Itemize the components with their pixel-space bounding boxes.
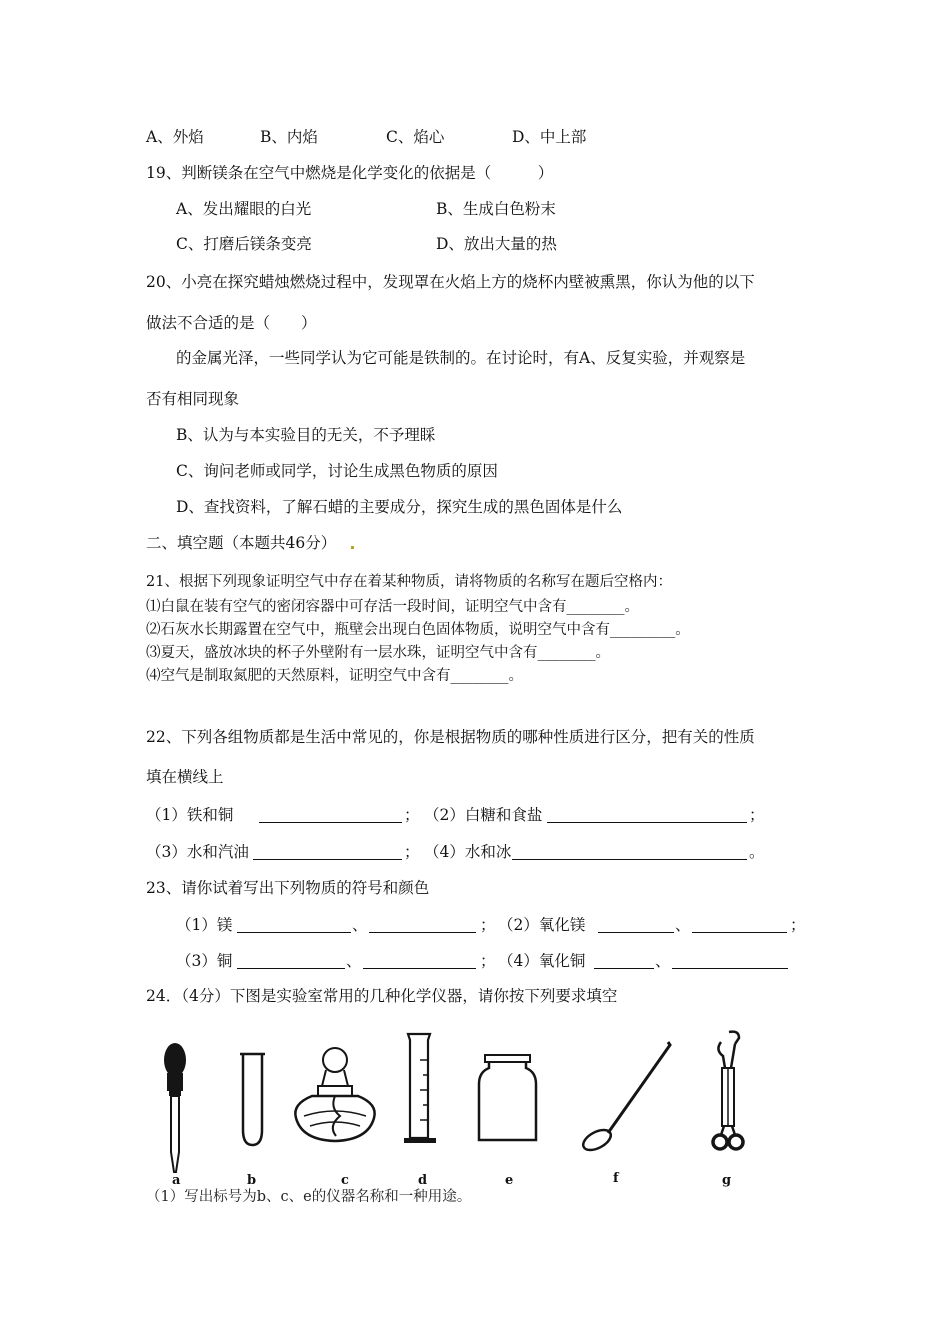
instrument-label-d: d [418, 1173, 428, 1188]
q23-item-1: （1）镁 [176, 916, 233, 934]
instrument-label-b: b [247, 1173, 257, 1188]
q23-blank-4b[interactable] [672, 954, 788, 969]
instrument-alcohol-lamp-c [290, 1046, 380, 1146]
q22-item-3: （3）水和汽油 [146, 843, 249, 861]
q23-blank-1b[interactable] [369, 918, 476, 933]
q23-blank-2b[interactable] [692, 918, 787, 933]
q20-option-c: C、询问老师或同学，讨论生成黑色物质的原因 [176, 462, 498, 480]
instrument-label-f: f [613, 1171, 619, 1186]
q18-option-a: A、外焰 [146, 128, 204, 146]
q22-stem-line1: 22、下列各组物质都是生活中常见的，你是根据物质的哪种性质进行区分，把有关的性质 [146, 728, 755, 746]
instrument-dropper-a [160, 1040, 190, 1175]
q19-option-c: C、打磨后镁条变亮 [176, 235, 312, 253]
q23-comma-2: 、 [675, 916, 691, 934]
q21-item-2: ⑵石灰水长期露置在空气中，瓶壁会出现白色固体物质，说明空气中含有_________。 [146, 622, 690, 638]
q19-option-d: D、放出大量的热 [436, 235, 557, 253]
q19-stem: 19、判断镁条在空气中燃烧是化学变化的依据是（ ） [146, 164, 554, 182]
q22-stem-line2: 填在横线上 [146, 768, 224, 786]
q23-semicolon-1: ； [480, 916, 496, 934]
q18-option-d: D、中上部 [512, 128, 587, 146]
q24-sub-1: （1）写出标号为b、c、e的仪器名称和一种用途。 [146, 1189, 472, 1205]
instrument-label-c: c [341, 1173, 349, 1188]
q22-blank-3[interactable] [253, 845, 402, 860]
q23-semicolon-2: ； [790, 916, 806, 934]
instrument-test-tube-b [235, 1050, 270, 1150]
q23-blank-2a[interactable] [598, 918, 674, 933]
q23-stem: 23、请你试着写出下列物质的符号和颜色 [146, 879, 430, 897]
q18-option-b: B、内焰 [260, 128, 318, 146]
q22-end-4: 。 [749, 843, 765, 861]
q22-end-2: ； [749, 806, 765, 824]
q21-item-1: ⑴白鼠在装有空气的密闭容器中可存活一段时间，证明空气中含有________。 [146, 599, 639, 615]
q19-option-a: A、发出耀眼的白光 [176, 200, 312, 218]
q21-item-3: ⑶夏天，盛放冰块的杯子外壁附有一层水珠，证明空气中含有________。 [146, 645, 610, 661]
instrument-spatula-f [580, 1038, 675, 1153]
q23-comma-3: 、 [346, 952, 362, 970]
q20-option-a-line1: 的金属光泽，一些同学认为它可能是铁制的。在讨论时，有A、反复实验，并观察是 [176, 349, 746, 367]
q23-blank-1a[interactable] [237, 918, 351, 933]
q22-blank-2[interactable] [547, 808, 747, 823]
q20-stem-line2: 做法不合适的是（ ） [146, 314, 317, 332]
q22-item-2: （2）白糖和食盐 [424, 806, 543, 824]
section2-title: 二、填空题（本题共46分） [146, 534, 337, 552]
q20-option-b: B、认为与本实验目的无关，不予理睬 [176, 426, 436, 444]
instrument-label-g: g [722, 1173, 732, 1188]
q18-option-c: C、焰心 [386, 128, 445, 146]
q23-item-3: （3）铜 [176, 952, 233, 970]
q22-sep-1: ； [404, 806, 420, 824]
q20-option-a-line2: 否有相同现象 [146, 390, 240, 408]
instrument-graduated-cylinder-d [400, 1030, 440, 1148]
q23-item-2: （2）氧化镁 [498, 916, 586, 934]
q23-comma-4: 、 [655, 952, 671, 970]
stray-dot [351, 546, 354, 549]
q20-option-d: D、查找资料，了解石蜡的主要成分，探究生成的黑色固体是什么 [176, 498, 623, 516]
q22-blank-4[interactable] [512, 845, 747, 860]
q24-stem: 24．（4分）下图是实验室常用的几种化学仪器，请你按下列要求填空 [146, 987, 618, 1005]
q23-item-4: （4）氧化铜 [498, 952, 586, 970]
q20-stem-line1: 20、小亮在探究蜡烛燃烧过程中，发现罩在火焰上方的烧杯内壁被熏黑，你认为他的以下 [146, 273, 755, 291]
instrument-wide-mouth-bottle-e [475, 1052, 540, 1144]
q23-blank-3a[interactable] [237, 954, 345, 969]
instrument-label-a: a [172, 1173, 181, 1188]
q22-item-4: （4）水和冰 [424, 843, 512, 861]
q23-blank-4a[interactable] [594, 954, 654, 969]
q22-sep-3: ； [404, 843, 420, 861]
q22-blank-1[interactable] [259, 808, 402, 823]
q19-option-b: B、生成白色粉末 [436, 200, 556, 218]
q21-stem: 21、根据下列现象证明空气中存在着某种物质，请将物质的名称写在题后空格内： [146, 574, 672, 590]
q23-blank-3b[interactable] [363, 954, 476, 969]
q22-item-1: （1）铁和铜 [146, 806, 234, 824]
q23-semicolon-3: ； [480, 952, 496, 970]
q23-comma-1: 、 [352, 916, 368, 934]
q21-item-4: ⑷空气是制取氮肥的天然原料，证明空气中含有________。 [146, 668, 523, 684]
instrument-label-e: e [505, 1173, 514, 1188]
instrument-crucible-tongs-g [705, 1028, 750, 1163]
